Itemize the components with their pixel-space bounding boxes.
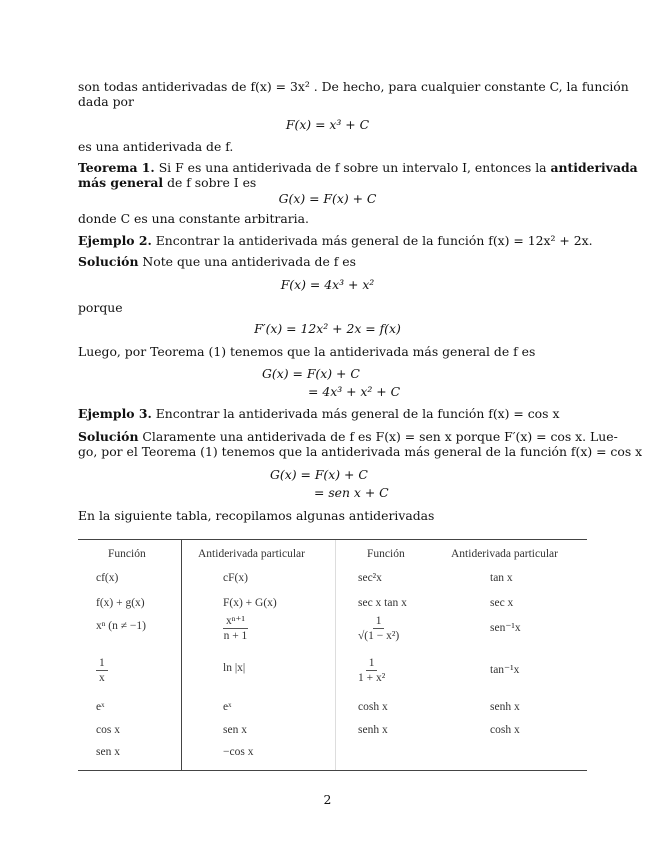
- denominator: √(1 − x²): [358, 630, 400, 642]
- table-header: Antiderivada particular: [198, 548, 305, 560]
- fraction: [358, 614, 399, 643]
- table-cell: cf(x): [96, 572, 119, 584]
- equation: = 4x³ + x² + C: [308, 384, 401, 399]
- table-cell: sen⁻¹x: [490, 622, 521, 634]
- numerator: xⁿ⁺¹: [223, 614, 248, 629]
- table-cell: sec x: [490, 597, 514, 609]
- solution-label: Solución: [78, 254, 139, 269]
- paragraph-line: dada por: [78, 94, 134, 109]
- table-divider: [335, 540, 336, 770]
- table-cell: eˣ: [96, 701, 105, 713]
- paragraph-line: donde C es una constante arbitraria.: [78, 211, 309, 226]
- table-cell: xⁿ (n ≠ −1): [96, 620, 146, 632]
- table-cell: −cos x: [223, 746, 254, 758]
- paragraph-line: son todas antiderivadas de f(x) = 3x² . De hecho, para cualquier constante C, la función: [78, 79, 629, 94]
- solution-line: [78, 254, 356, 269]
- equation: = sen x + C: [314, 485, 389, 500]
- example-line: [78, 233, 593, 248]
- theorem-label: Teorema 1.: [78, 160, 155, 175]
- table-header: Antiderivada particular: [451, 548, 558, 560]
- table-cell: sen x: [96, 746, 120, 758]
- table-cell-fraction: [358, 656, 385, 685]
- table-cell-fraction: [223, 614, 248, 643]
- solution-text: Claramente una antiderivada de f es F(x) = sen x porque F′(x) = cos x. Lue-: [138, 429, 618, 444]
- paragraph-line: porque: [78, 300, 123, 315]
- fraction: [358, 656, 385, 685]
- table-cell: F(x) + G(x): [223, 597, 277, 609]
- table-divider: [181, 540, 182, 770]
- fraction: [96, 656, 108, 685]
- equation: F(x) = x³ + C: [285, 117, 370, 132]
- equation: G(x) = F(x) + C: [270, 467, 368, 482]
- table-cell: ln |x|: [223, 662, 246, 674]
- solution-label: Solución: [78, 429, 139, 444]
- antiderivatives-table: [78, 539, 587, 771]
- table-cell: cF(x): [223, 572, 248, 584]
- table-cell-fraction: [358, 614, 399, 643]
- table-cell: f(x) + g(x): [96, 597, 145, 609]
- page-number: 2: [323, 792, 332, 807]
- equation: G(x) = F(x) + C: [278, 191, 377, 206]
- example-text: Encontrar la antiderivada más general de la función f(x) = 12x² + 2x.: [151, 233, 593, 248]
- denominator: n + 1: [223, 630, 248, 642]
- example-line: [78, 406, 559, 421]
- table-cell: cosh x: [490, 724, 520, 736]
- paragraph-line: es una antiderivada de f.: [78, 139, 234, 154]
- equation: G(x) = F(x) + C: [262, 366, 360, 381]
- numerator: 1: [373, 614, 385, 629]
- table-cell: senh x: [490, 701, 520, 713]
- table-header: Función: [108, 548, 146, 560]
- solution-line: [78, 429, 618, 444]
- paragraph-line: En la siguiente tabla, recopilamos algunas antiderivadas: [78, 508, 435, 523]
- theorem-bold: antiderivada: [550, 160, 638, 175]
- theorem-text: Si F es una antiderivada de f sobre un intervalo I, entonces la: [154, 160, 551, 175]
- table-cell: tan x: [490, 572, 513, 584]
- theorem-bold: más general: [78, 175, 164, 190]
- table-cell: eˣ: [223, 701, 232, 713]
- numerator: 1: [96, 656, 108, 671]
- theorem-line: [78, 160, 638, 175]
- denominator: x: [99, 672, 105, 684]
- example-label: Ejemplo 3.: [78, 406, 152, 421]
- table-cell: tan⁻¹x: [490, 664, 520, 676]
- table-cell: cosh x: [358, 701, 388, 713]
- table-cell-fraction: [96, 656, 108, 685]
- equation: F′(x) = 12x² + 2x = f(x): [254, 321, 401, 336]
- fraction: [223, 614, 248, 643]
- equation: F(x) = 4x³ + x²: [280, 277, 375, 292]
- table-cell: cos x: [96, 724, 120, 736]
- theorem-text: de f sobre I es: [163, 175, 257, 190]
- table-cell: sen x: [223, 724, 247, 736]
- example-label: Ejemplo 2.: [78, 233, 152, 248]
- paragraph-line: Luego, por Teorema (1) tenemos que la antiderivada más general de f es: [78, 344, 536, 359]
- table-cell: senh x: [358, 724, 388, 736]
- table-cell: sec²x: [358, 572, 382, 584]
- solution-text: Note que una antiderivada de f es: [138, 254, 356, 269]
- paragraph-line: go, por el Teorema (1) tenemos que la antiderivada más general de la función f(x) = cos x: [78, 444, 643, 459]
- table-header: Función: [367, 548, 405, 560]
- theorem-line: [78, 175, 256, 190]
- denominator: 1 + x²: [358, 672, 386, 684]
- table-cell: sec x tan x: [358, 597, 407, 609]
- numerator: 1: [366, 656, 378, 671]
- example-text: Encontrar la antiderivada más general de la función f(x) = cos x: [151, 406, 560, 421]
